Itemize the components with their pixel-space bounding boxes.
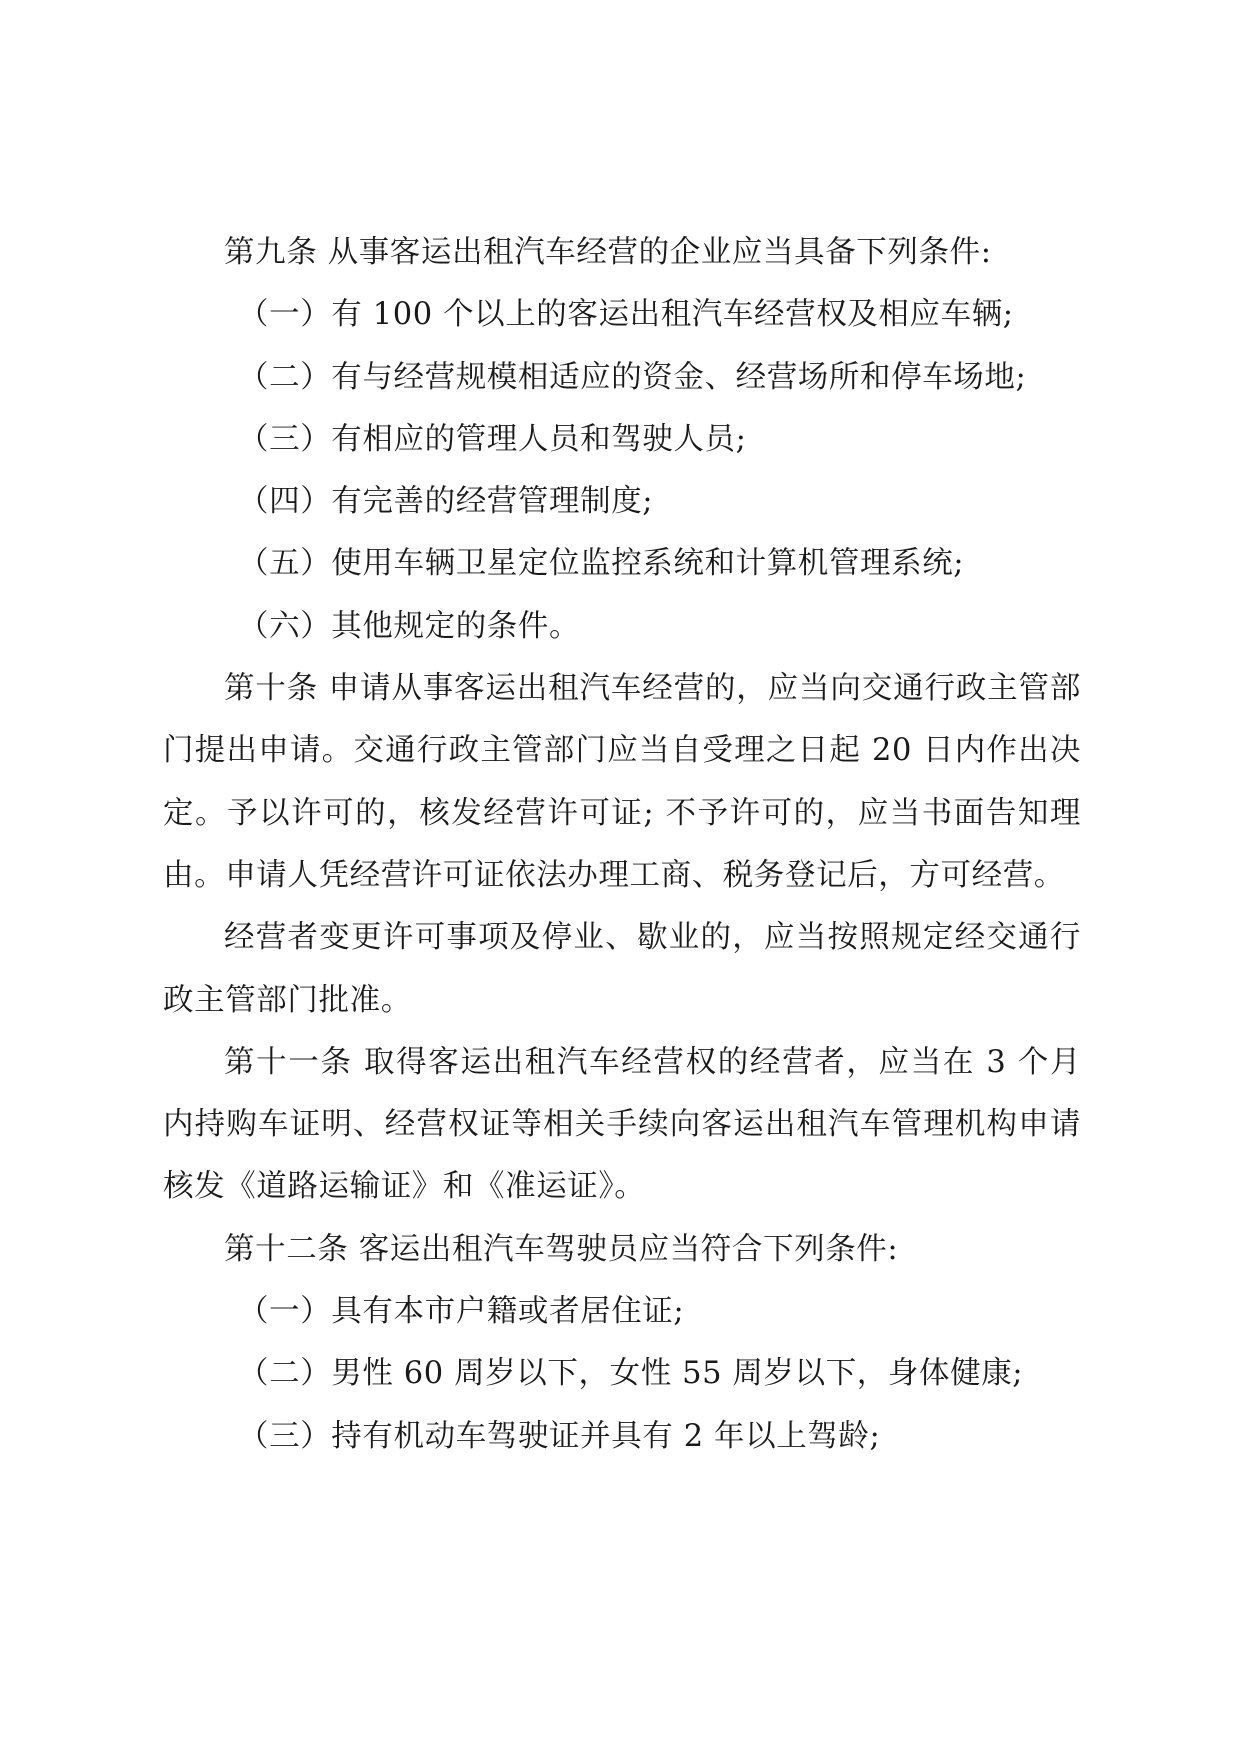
document-body: [163, 222, 1081, 1468]
article-9-item-1: （一）有 100 个以上的客运出租汽车经营权及相应车辆;: [238, 297, 1014, 333]
article-12-heading: 第十二条 客运出租汽车驾驶员应当符合下列条件:: [224, 1231, 899, 1267]
article-9-heading: 第九条 从事客运出租汽车经营的企业应当具备下列条件:: [224, 235, 992, 270]
article-9-item-2: （二）有与经营规模相适应的资金、经营场所和停车场地;: [238, 359, 1027, 395]
article-9-item-5: （五）使用车辆卫星定位监控系统和计算机管理系统;: [238, 546, 965, 582]
article-11-paragraph: 第十一条 取得客运出租汽车经营权的经营者，应当在 3 个月内持购车证明、经营权证等相关手续向客运出租汽车管理机构申请核发《道路运输证》和《准运证》。: [163, 1044, 1081, 1205]
article-9-item-3: （三）有相应的管理人员和驾驶人员;: [238, 421, 747, 457]
article-12-item-3: （三）持有机动车驾驶证并具有 2 年以上驾龄;: [238, 1418, 881, 1454]
article-10-paragraph-2: 经营者变更许可事项及停业、歇业的，应当按照规定经交通行政主管部门批准。: [163, 920, 1081, 1018]
article-12-item-1: （一）具有本市户籍或者居住证;: [238, 1294, 685, 1330]
article-9-item-6: （六）其他规定的条件。: [238, 608, 581, 644]
article-9-item-4: （四）有完善的经营管理制度;: [238, 484, 654, 520]
article-10-paragraph: 第十条 申请从事客运出租汽车经营的，应当向交通行政主管部门提出申请。交通行政主管部门应当自受理之日起 20 日内作出决定。予以许可的，核发经营许可证; 不予许可的，应当书面告知理由。申请人凭经营许可证依法办理工商、税务登记后，方可经营。: [163, 671, 1081, 893]
article-12-item-2: （二）男性 60 周岁以下，女性 55 周岁以下，身体健康;: [238, 1356, 1024, 1392]
